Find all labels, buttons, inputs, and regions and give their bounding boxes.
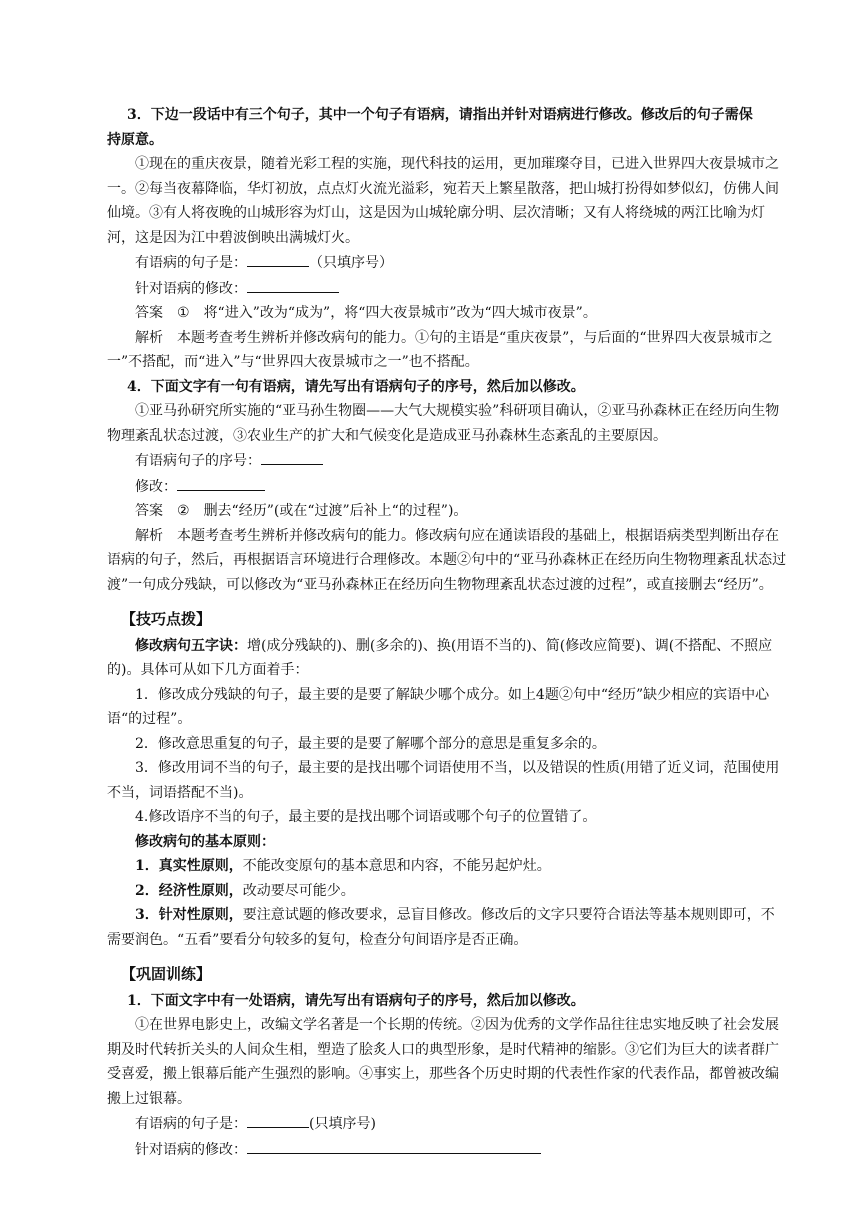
question-3-analysis: 解析 本题考查考生辨析并修改病句的能力。①句的主语是“重庆夜景”，与后面的“世界四大夜景城市之一”不搭配，而“进入”与“世界四大夜景城市之一”也不搭配。: [107, 329, 773, 370]
question-4-title: 4．下面文字有一句有语病，请先写出有语病句子的序号，然后加以修改。: [127, 378, 585, 395]
question-3-prompt-1: 有语病的句子是： （只填序号）: [107, 250, 787, 276]
answer-blank[interactable]: [247, 276, 339, 293]
practice-1-prompt-1: 有语病的句子是： (只填序号): [107, 1111, 787, 1137]
principle-item: 3．针对性原则，要注意试题的修改要求，忌盲目修改。修改后的文字只要符合语法等基本规则即可，不需要润色。“五看”要看分句较多的复句，检查分句间语序是否正确。: [107, 907, 775, 948]
practice-1-prompt-2: 针对语病的修改：: [107, 1137, 787, 1163]
question-4-analysis: 解析 本题考查考生辨析并修改病句的能力。修改病句应在通读语段的基础上，根据语病类型判断出存在语病的句子，然后，再根据语言环境进行合理修改。本题②句中的“亚马孙森林正在经历向生物物理紊乱状态过渡”一句成分残缺，可以修改为“亚马孙森林正在经历向生物物理紊乱状态过渡的过程”，或直接删去“经历”。: [107, 527, 787, 593]
document-page: [107, 103, 787, 1162]
answer-blank[interactable]: [247, 250, 309, 267]
question-3-prompt-2: 针对语病的修改：: [107, 276, 787, 302]
tips-item: 3．修改用词不当的句子，最主要的是找出哪个词语使用不当，以及错误的性质(用错了近义词，范围使用不当，词语搭配不当)。: [107, 760, 780, 801]
principles-heading: 修改病句的基本原则：: [135, 833, 275, 850]
practice-1-passage: ①在世界电影史上，改编文学名著是一个长期的传统。②因为优秀的文学作品往往忠实地反映了社会发展期及时代转折关头的人间众生相，塑造了脍炙人口的典型形象，是时代精神的缩影。③它们为巨大的读者群广受喜爱，搬上银幕后能产生强烈的影响。④事实上，那些各个历史时期的代表性作家的代表作品，都曾被改编搬上过银幕。: [107, 1017, 779, 1107]
principle-item: 2．经济性原则，改动要尽可能少。: [135, 882, 355, 899]
tips-item: 4.修改语序不当的句子，最主要的是找出哪个词语或哪个句子的位置错了。: [135, 809, 597, 825]
tips-item: 2．修改意思重复的句子，最主要的是要了解哪个部分的意思是重复多余的。: [135, 735, 606, 752]
tips-item: 1．修改成分残缺的句子，最主要的是要了解缺少哪个成分。如上4题②句中“经历”缺少相应的宾语中心语“的过程”。: [107, 686, 770, 727]
question-3-title: 3．下边一段话中有三个句子，其中一个句子有语病，请指出并针对语病进行修改。修改后的句子需保: [127, 107, 753, 123]
principle-item: 1．真实性原则，不能改变原句的基本意思和内容，不能另起炉灶。: [135, 858, 551, 874]
question-4-prompt-2: 修改：: [107, 474, 787, 500]
practice-1-title: 1．下面文字中有一处语病，请先写出有语病句子的序号，然后加以修改。: [127, 992, 585, 1009]
answer-blank[interactable]: [247, 1137, 541, 1154]
question-4-answer: 答案 ② 删去“经历”(或在“过渡”后补上“的过程”)。: [135, 503, 468, 519]
question-3-passage: ①现在的重庆夜景，随着光彩工程的实施，现代科技的运用，更加璀璨夺目，已进入世界四大夜景城市之一。②每当夜幕降临，华灯初放，点点灯火流光溢彩，宛若天上繁星散落，把山城打扮得如梦似幻，仿佛人间仙境。③有人将夜晚的山城形容为灯山，这是因为山城轮廓分明、层次清晰；又有人将绕城的两江比喻为灯河，这是因为江中碧波倒映出满城灯火。: [107, 156, 779, 246]
tips-heading: 【技巧点拨】: [121, 610, 212, 628]
answer-blank[interactable]: [261, 448, 323, 465]
question-4-prompt-1: 有语病句子的序号：: [107, 448, 787, 474]
question-3-answer: 答案 ① 将“进入”改为“成为”，将“四大夜景城市”改为“四大城市夜景”。: [135, 305, 597, 321]
answer-blank[interactable]: [177, 474, 265, 491]
question-4-passage: ①亚马孙研究所实施的“亚马孙生物圈——大气大规模实验”科研项目确认，②亚马孙森林正在经历向生物物理紊乱状态过渡，③农业生产的扩大和气候变化是造成亚马孙森林生态紊乱的主要原因。: [107, 403, 780, 444]
question-3-title-cont: 持原意。: [107, 131, 163, 148]
answer-blank[interactable]: [247, 1111, 309, 1128]
tips-five-rules: 修改病句五字诀：增(成分残缺的)、删(多余的)、换(用语不当的)、简(修改应简要)、调(不搭配、不照应的)。具体可从如下几方面着手：: [107, 637, 773, 678]
practice-heading: 【巩固训练】: [121, 965, 212, 983]
